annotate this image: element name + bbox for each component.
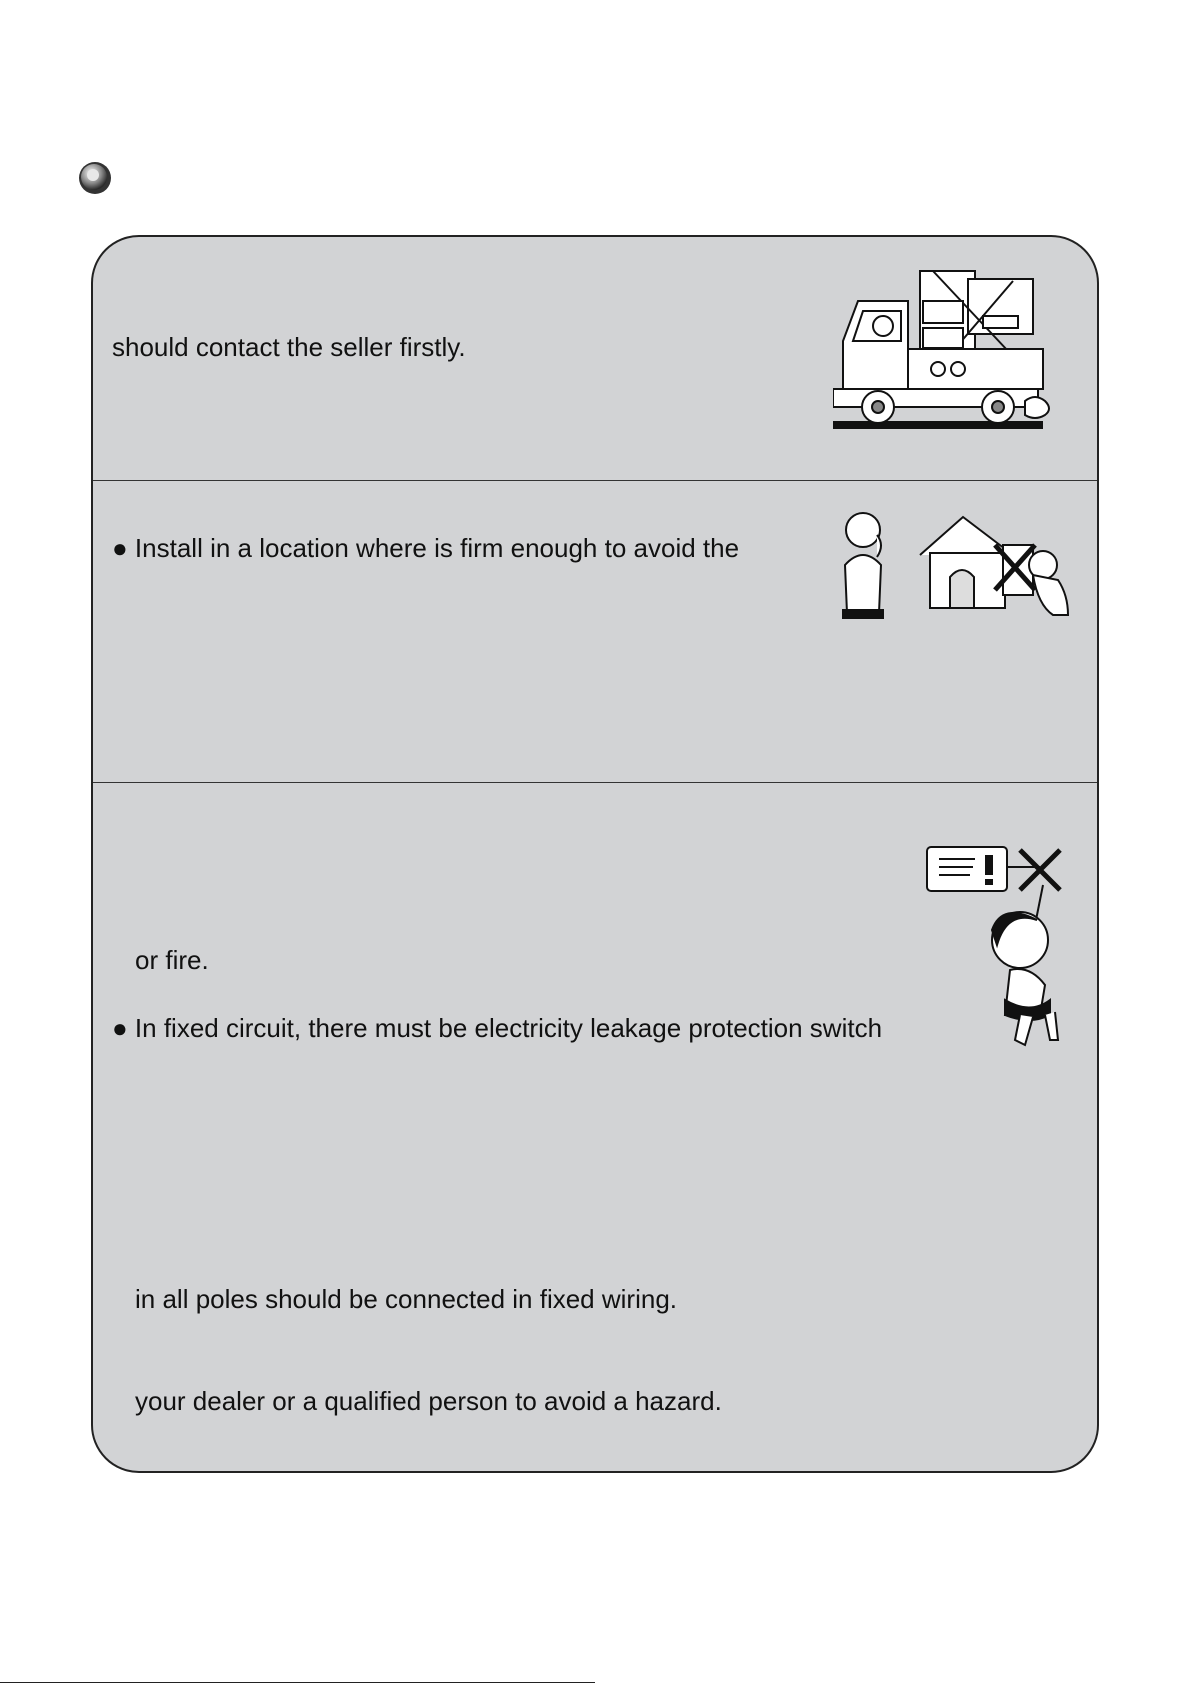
moving-truck-illustration xyxy=(833,261,1073,431)
section3-text-leakage: ● In fixed circuit, there must be electricity leakage protection switch xyxy=(112,1013,883,1043)
section1-text: should contact the seller firstly. xyxy=(112,332,466,362)
section-divider xyxy=(93,782,1097,783)
doghouse-warning-illustration xyxy=(835,505,1080,623)
section2-text: ● Install in a location where is firm enough to avoid the xyxy=(112,533,740,563)
section-divider xyxy=(93,480,1097,481)
section-bullet-icon xyxy=(77,160,113,196)
section3-text-dealer: your dealer or a qualified person to avoid a hazard. xyxy=(135,1386,722,1416)
section3-text-fire: or fire. xyxy=(135,945,209,975)
child-hanging-unit-illustration xyxy=(925,845,1085,1055)
section3-text-wiring: in all poles should be connected in fixed wiring. xyxy=(135,1284,678,1314)
footer-rule xyxy=(0,1682,595,1683)
safety-panel xyxy=(91,235,1099,1473)
